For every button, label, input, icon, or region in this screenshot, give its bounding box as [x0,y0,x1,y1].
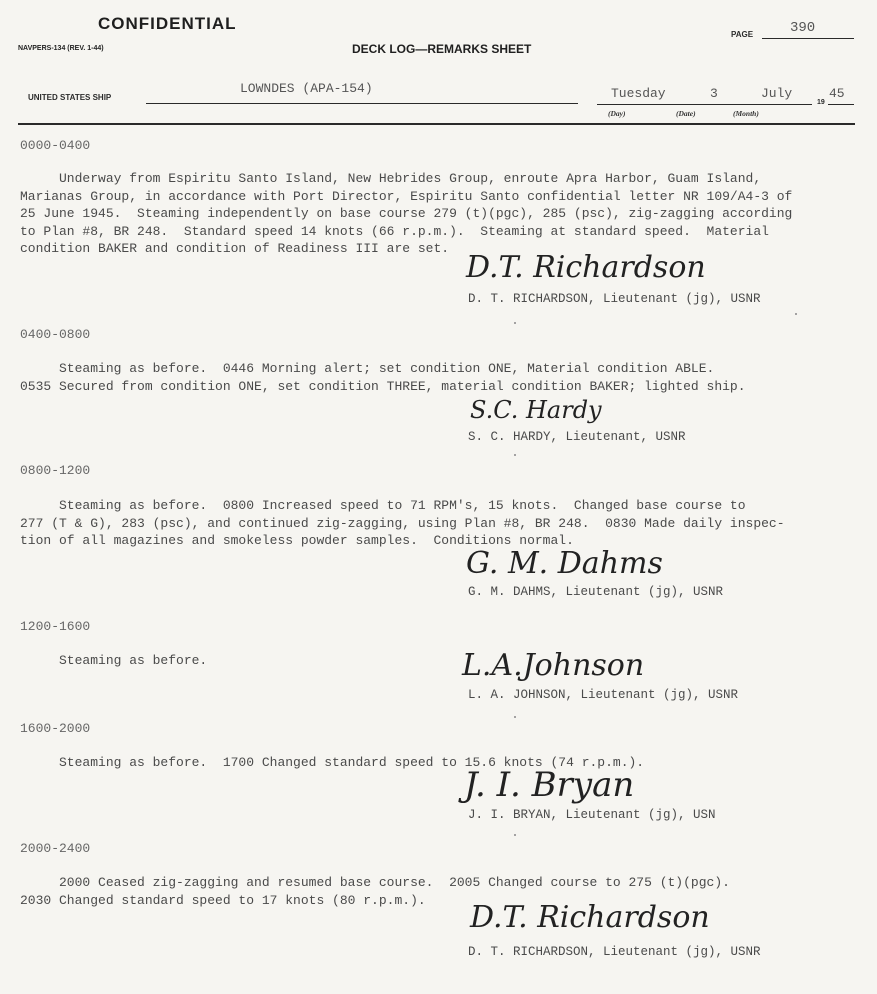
watch-remarks-1600-2000 [20,737,865,789]
watch-time-1600-2000: 1600-2000 [20,721,91,736]
remark-line: condition BAKER and condition of Readiness III are set. [20,241,450,257]
classification-stamp: CONFIDENTIAL [98,14,237,33]
remark-line: Steaming as before. 1700 Changed standard speed to 15.6 knots (74 r.p.m.). [20,755,645,771]
remark-line: 2030 Changed standard speed to 17 knots (80 r.p.m.). [20,892,426,908]
scan-speck [514,716,516,718]
year-rule [828,104,854,105]
officer-of-deck-name: L. A. JOHNSON, Lieutenant (jg), USNR [468,688,739,702]
page-label: PAGE [731,30,754,39]
scan-speck [795,313,797,315]
date-caption: (Date) [676,109,696,118]
remark-line: 25 June 1945. Steaming independently on base course 279 (t)(pgc), 285 (psc), zig-zagging according [20,206,793,222]
remark-line: tion of all magazines and smokeless powder samples. Conditions normal. [20,533,574,549]
remark-line: to Plan #8, BR 248. Standard speed 14 knots (66 r.p.m.). Steaming at standard speed. Material [20,223,769,239]
header-divider [18,123,855,125]
watch-time-2000-2400: 2000-2400 [20,841,91,856]
remark-line: Steaming as before. [20,653,208,669]
watch-time-0400-0800: 0400-0800 [20,327,91,342]
ship-label: UNITED STATES SHIP [28,93,112,102]
watch-time-1200-1600: 1200-1600 [20,619,91,634]
handwritten-signature: L.A.Johnson [462,648,645,683]
watch-remarks-0400-0800 [20,343,865,413]
watch-remarks-2000-2400 [20,857,865,927]
handwritten-signature: S.C. Hardy [470,396,602,424]
day-caption: (Day) [608,109,626,118]
remark-line: Marianas Group, in accordance with Port Director, Espiritu Santo confidential letter NR 109/A4-3 of [20,188,793,204]
handwritten-signature: J. I. Bryan [464,765,635,805]
remark-line: Steaming as before. 0446 Morning alert; set condition ONE, Material condition ABLE. [20,361,715,377]
remark-line: Underway from Espiritu Santo Island, New Hebrides Group, enroute Apra Harbor, Guam Island, [20,171,762,187]
remark-line: 0535 Secured from condition ONE, set condition THREE, material condition BAKER; lighted ship. [20,378,746,394]
ship-name-rule [146,103,578,104]
watch-time-0000-0400: 0000-0400 [20,138,91,153]
page-number-rule [762,38,854,39]
watch-time-0800-1200: 0800-1200 [20,463,91,478]
log-year: 45 [829,86,845,101]
officer-of-deck-name: S. C. HARDY, Lieutenant, USNR [468,430,686,444]
date-rule [597,104,812,105]
watch-remarks-0800-1200 [20,480,865,567]
page-number: 390 [790,20,816,36]
scan-speck [514,322,516,324]
log-month: July [761,86,793,101]
year-prefix: 19 [817,99,825,106]
officer-of-deck-name: G. M. DAHMS, Lieutenant (jg), USNR [468,585,724,599]
form-number: NAVPERS-134 (REV. 1-44) [18,45,104,52]
scan-speck [514,454,516,456]
remark-line: 2000 Ceased zig-zagging and resumed base course. 2005 Changed course to 275 (t)(pgc). [20,875,730,891]
sheet-title: DECK LOG—REMARKS SHEET [352,42,532,56]
log-date: 3 [710,86,718,101]
handwritten-signature: G. M. Dahms [466,546,663,581]
watch-remarks-0000-0400 [20,153,865,275]
officer-of-deck-name: J. I. BRYAN, Lieutenant (jg), USN [468,808,716,822]
month-caption: (Month) [733,109,759,118]
handwritten-signature: D.T. Richardson [470,900,710,935]
handwritten-signature: D.T. Richardson [466,250,706,285]
scan-speck [514,834,516,836]
officer-of-deck-name: D. T. RICHARDSON, Lieutenant (jg), USNR [468,945,761,959]
remark-line: Steaming as before. 0800 Increased speed to 71 RPM's, 15 knots. Changed base course to [20,498,746,514]
log-day: Tuesday [611,86,666,101]
officer-of-deck-name: D. T. RICHARDSON, Lieutenant (jg), USNR [468,292,761,306]
remark-line: 277 (T & G), 283 (psc), and continued zig-zagging, using Plan #8, BR 248. 0830 Made daily inspec- [20,515,785,531]
ship-name: LOWNDES (APA-154) [240,81,373,96]
watch-remarks-1200-1600 [20,635,865,687]
